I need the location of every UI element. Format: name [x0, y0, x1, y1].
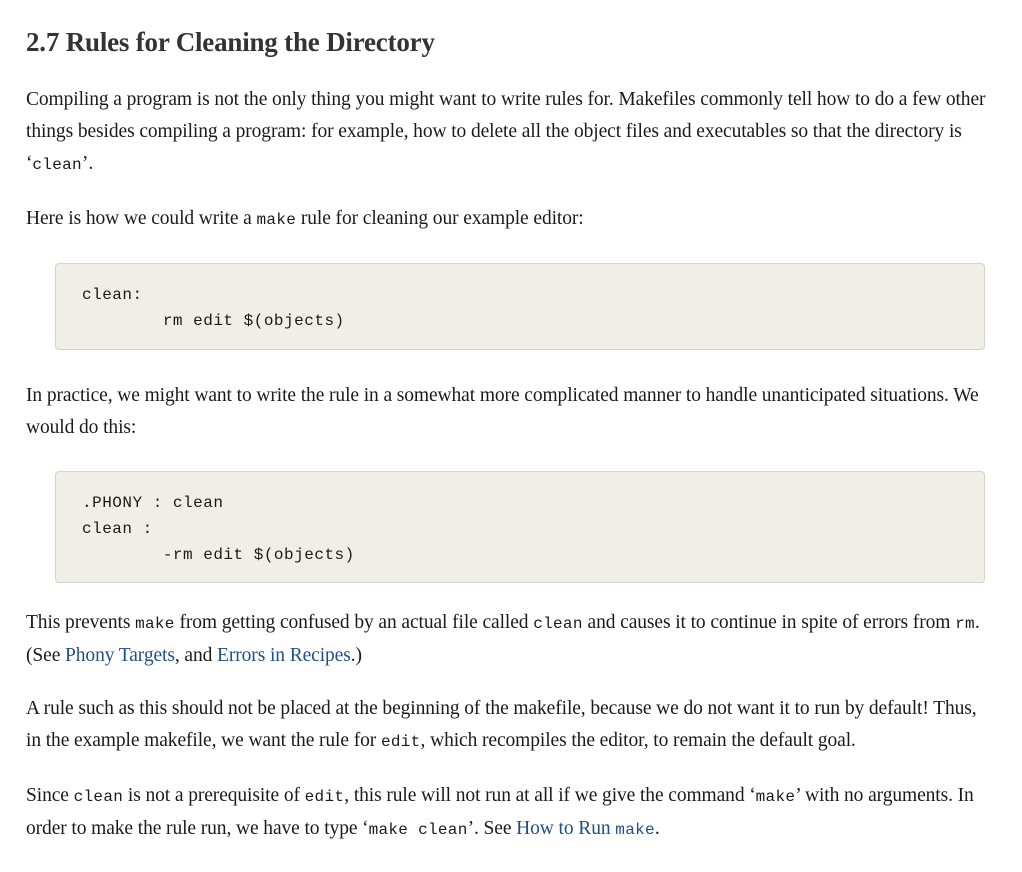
- inline-code-edit: edit: [380, 733, 421, 751]
- inline-code-make: make: [755, 788, 796, 806]
- code-block-phony-rule: [55, 471, 985, 583]
- paragraph-example-intro: Here is how we could write a make rule for cleaning our example editor:: [26, 208, 584, 229]
- code-line: -rm edit $(objects): [82, 546, 355, 564]
- code-line: clean:: [82, 286, 143, 304]
- code-line: rm edit $(objects): [82, 312, 345, 330]
- paragraph-default-goal: A rule such as this should not be placed at the beginning of the makefile, because we do not want it to run by default! Thus, in the example makefile, we want the rule for edit, which recompiles the editor, to remain the default goal.: [26, 698, 977, 751]
- code-line: .PHONY : clean: [82, 494, 224, 512]
- inline-code-clean: clean: [533, 615, 583, 633]
- inline-code-make: make: [256, 211, 297, 229]
- section-heading: 2.7 Rules for Cleaning the Directory: [26, 27, 435, 57]
- inline-code-make: make: [135, 615, 175, 633]
- inline-code-rm: rm: [955, 615, 975, 633]
- link-how-to-run-make[interactable]: How to Run make: [516, 818, 655, 839]
- paragraph-prerequisite: Since clean is not a prerequisite of edit, this rule will not run at all if we give the command ‘make’ with no arguments. In order to make the rule run, we have to type ‘make clean’. See How to Run make.: [26, 785, 974, 839]
- paragraph-prevents: This prevents make from getting confused by an actual file called clean and causes it to continue in spite of errors from rm. (See Phony Targets, and Errors in Recipes.): [26, 612, 980, 666]
- paragraph-practice: In practice, we might want to write the rule in a somewhat more complicated manner to handle unanticipated situations. We would do this:: [26, 385, 979, 438]
- paragraph-intro: Compiling a program is not the only thing you might want to write rules for. Makefiles commonly tell how to do a few other things besides compiling a program: for example, how to delete all the object files and executables so that the directory is ‘clean’.: [26, 89, 986, 174]
- link-phony-targets[interactable]: Phony Targets: [65, 645, 175, 666]
- inline-code-edit: edit: [304, 788, 345, 806]
- inline-code-clean: clean: [73, 788, 124, 806]
- inline-code-clean: clean: [32, 156, 82, 174]
- inline-code-make-clean: make clean: [368, 821, 468, 839]
- code-line: clean :: [82, 520, 153, 538]
- code-block-clean-rule: [55, 263, 985, 350]
- link-errors-in-recipes[interactable]: Errors in Recipes: [217, 645, 351, 666]
